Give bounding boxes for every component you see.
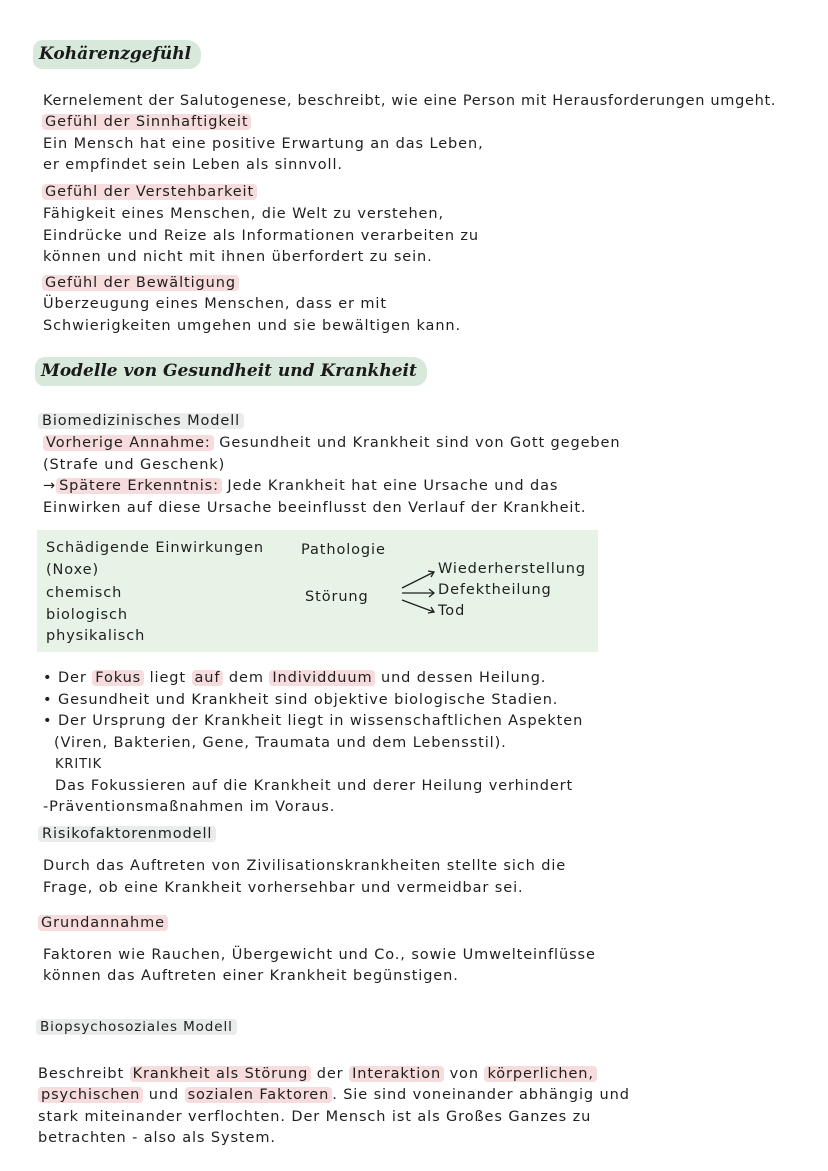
subheading-bewaeltigung: Gefühl der Bewältigung xyxy=(42,273,239,294)
bullet-item-cont: (Viren, Bakterien, Gene, Traumata und dem Lebensstil). xyxy=(54,735,507,751)
subheading-biopsychosozial: Biopsychosoziales Modell xyxy=(36,1017,237,1038)
diagram-text: Pathologie xyxy=(301,542,386,558)
text-line: Beschreibt Krankheit als Störung der Interaktion von körperlichen, xyxy=(38,1064,597,1085)
diagram-text: Schädigende Einwirkungen xyxy=(46,540,265,556)
diagram-text: Störung xyxy=(305,589,369,605)
subheading-biomedizinisch: Biomedizinisches Modell xyxy=(38,411,244,432)
text-line: psychischen und sozialen Faktoren . Sie sind voneinander abhängig und xyxy=(38,1085,630,1106)
diagram-outcome: Wiederherstellung xyxy=(438,561,586,577)
diagram-outcome: Tod xyxy=(438,603,466,619)
diagram-text: (Noxe) xyxy=(46,562,100,578)
text-line: → Spätere Erkenntnis: Jede Krankheit hat eine Ursache und das xyxy=(43,478,559,494)
text-line: Eindrücke und Reize als Informationen verarbeiten zu xyxy=(43,228,480,244)
text-line: (Strafe und Geschenk) xyxy=(43,457,226,473)
diagram-outcome: Defektheilung xyxy=(438,582,552,598)
bullet-item: • Der Ursprung der Krankheit liegt in wissenschaftlichen Aspekten xyxy=(43,713,584,729)
diagram-text: biologisch xyxy=(46,607,128,623)
subheading-sinnhaftigkeit: Gefühl der Sinnhaftigkeit xyxy=(42,112,251,133)
text-line: er empfindet sein Leben als sinnvoll. xyxy=(43,157,343,173)
text-line: Schwierigkeiten umgehen und sie bewältigen kann. xyxy=(43,318,462,334)
text-line: Durch das Auftreten von Zivilisationskrankheiten stellte sich die xyxy=(43,858,567,874)
section-title-modelle: Modelle von Gesundheit und Krankheit xyxy=(35,357,427,386)
subheading-verstehbarkeit: Gefühl der Verstehbarkeit xyxy=(42,182,257,203)
diagram-text: chemisch xyxy=(46,585,123,601)
text-line: können das Auftreten einer Krankheit begünstigen. xyxy=(43,968,459,984)
diagram-text: physikalisch xyxy=(46,628,146,644)
text-line: Fähigkeit eines Menschen, die Welt zu verstehen, xyxy=(43,206,444,222)
text-line: Frage, ob eine Krankheit vorhersehbar und vermeidbar sei. xyxy=(43,880,524,896)
text-line: Faktoren wie Rauchen, Übergewicht und Co., sowie Umwelteinflüsse xyxy=(43,947,596,963)
section-title-koharenzgefuehl: Kohärenzgefühl xyxy=(33,40,201,69)
text-line: können und nicht mit ihnen überfordert zu sein. xyxy=(43,249,433,265)
subheading-risikofaktoren: Risikofaktorenmodell xyxy=(38,824,216,845)
text-line: Überzeugung eines Menschen, dass er mit xyxy=(43,296,387,312)
text-line: Einwirken auf diese Ursache beeinflusst den Verlauf der Krankheit. xyxy=(43,500,587,516)
text-line: -Präventionsmaßnahmen im Voraus. xyxy=(43,799,336,815)
text-line: stark miteinander verflochten. Der Mensch ist als Großes Ganzes zu xyxy=(38,1109,592,1125)
text-line: Das Fokussieren auf die Krankheit und derer Heilung verhindert xyxy=(55,778,574,794)
bullet-item: • Gesundheit und Krankheit sind objektive biologische Stadien. xyxy=(43,692,559,708)
intro-text: Kernelement der Salutogenese, beschreibt, wie eine Person mit Herausforderungen umgeht. xyxy=(43,93,777,109)
text-line: betrachten - also als System. xyxy=(38,1130,276,1146)
subheading-grundannahme: Grundannahme xyxy=(38,913,168,934)
bullet-item: • Der Fokus liegt auf dem Individduum und dessen Heilung. xyxy=(43,670,547,686)
diagram-arrows xyxy=(400,568,440,614)
text-line: Ein Mensch hat eine positive Erwartung an das Leben, xyxy=(43,136,484,152)
kritik-label: KRITIK xyxy=(55,757,103,772)
text-line: Vorherige Annahme: Gesundheit und Krankheit sind von Gott gegeben xyxy=(43,433,620,454)
